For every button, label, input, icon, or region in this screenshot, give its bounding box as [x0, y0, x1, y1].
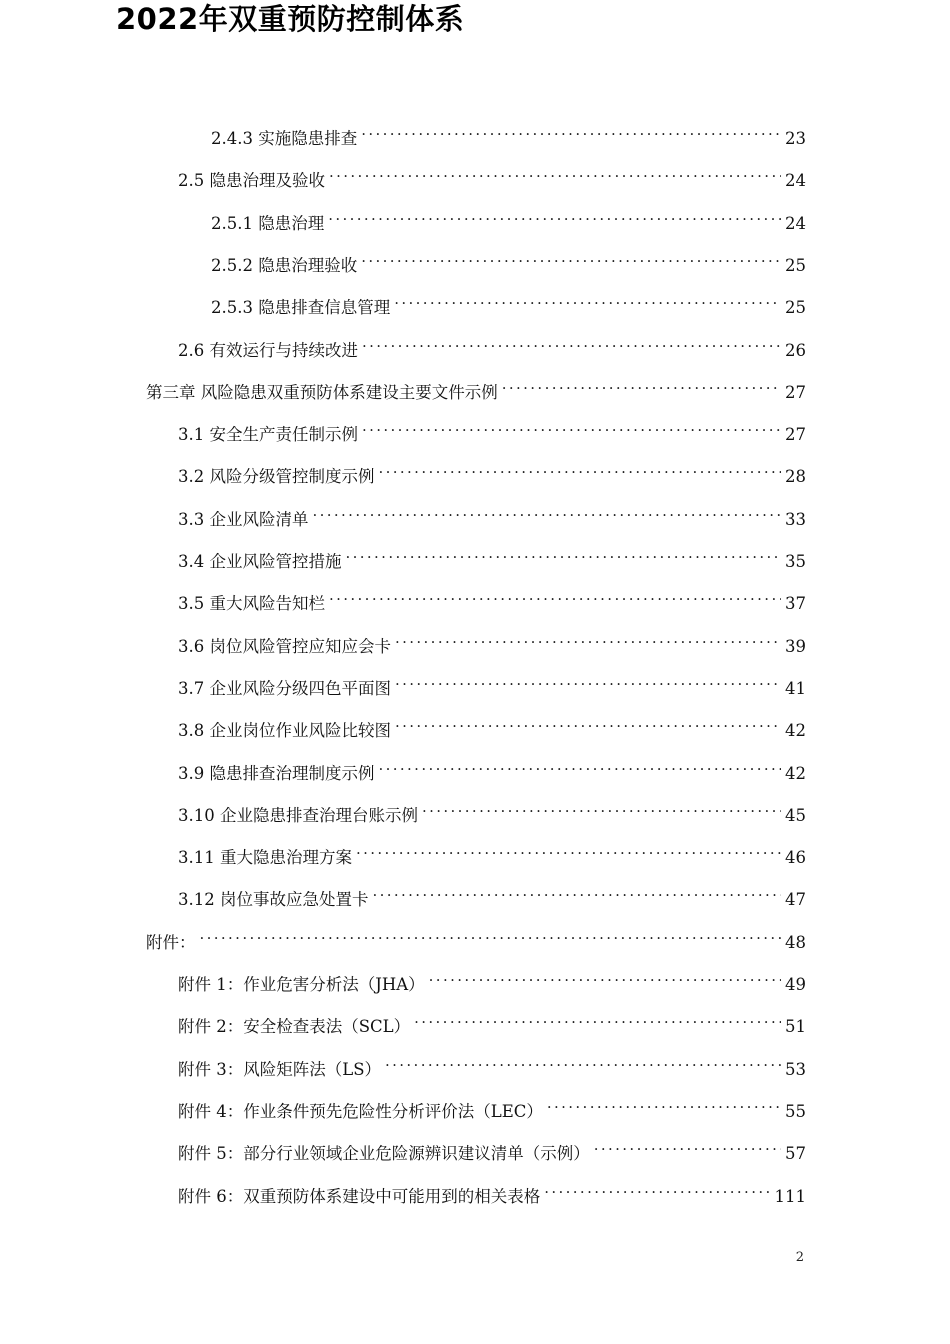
toc-entry[interactable]: [178, 495, 806, 529]
toc-entry-page: 42: [785, 764, 806, 783]
toc-entry[interactable]: [178, 1172, 806, 1206]
toc-entry-label: 3.10 企业隐患排查治理台账示例: [178, 806, 418, 825]
toc-entry-label: 3.2 风险分级管控制度示例: [178, 467, 375, 486]
toc-dot-leader: [395, 622, 781, 652]
toc-entry[interactable]: [178, 960, 806, 994]
toc-entry-label: 3.12 岗位事故应急处置卡: [178, 890, 369, 909]
toc-entry[interactable]: [211, 199, 806, 233]
toc-entry-page: 33: [785, 510, 806, 529]
toc-entry-label: 2.5.1 隐患治理: [211, 214, 325, 233]
page-number: 2: [795, 1250, 804, 1265]
toc-entry[interactable]: [178, 833, 806, 867]
toc-entry[interactable]: [178, 1045, 806, 1079]
toc-entry-label: 3.4 企业风险管控措施: [178, 552, 342, 571]
toc-entry-label: 2.5 隐患治理及验收: [178, 171, 325, 190]
toc-dot-leader: [395, 664, 781, 694]
toc-entry-label: 3.5 重大风险告知栏: [178, 594, 325, 613]
toc-entry-label: 附件 6：双重预防体系建设中可能用到的相关表格: [178, 1187, 541, 1206]
toc-entry-page: 23: [785, 129, 806, 148]
toc-entry-page: 57: [785, 1144, 806, 1163]
toc-dot-leader: [361, 114, 781, 144]
toc-entry[interactable]: [178, 579, 806, 613]
toc-entry[interactable]: [211, 241, 806, 275]
toc-dot-leader: [547, 1087, 781, 1117]
toc-dot-leader: [362, 326, 781, 356]
toc-entry-label: 附件 1：作业危害分析法（JHA）: [178, 975, 425, 994]
toc-entry-page: 39: [785, 637, 806, 656]
toc-entry[interactable]: [178, 1129, 806, 1163]
toc-dot-leader: [362, 410, 781, 440]
toc-entry-page: 35: [785, 552, 806, 571]
toc-entry-label: 3.3 企业风险清单: [178, 510, 309, 529]
toc-entry[interactable]: [178, 410, 806, 444]
toc-entry[interactable]: [178, 706, 806, 740]
toc-dot-leader: [361, 241, 781, 271]
toc-entry-label: 2.4.3 实施隐患排查: [211, 129, 358, 148]
toc-dot-leader: [422, 791, 781, 821]
toc-entry-label: 3.9 隐患排查治理制度示例: [178, 764, 375, 783]
toc-entry-label: 2.6 有效运行与持续改进: [178, 341, 358, 360]
toc-entry[interactable]: [178, 791, 806, 825]
toc-dot-leader: [200, 918, 782, 948]
toc-entry-label: 附件 3：风险矩阵法（LS）: [178, 1060, 382, 1079]
toc-entry-page: 24: [785, 214, 806, 233]
toc-entry-page: 25: [785, 256, 806, 275]
toc-dot-leader: [395, 706, 781, 736]
toc-entry[interactable]: [211, 283, 806, 317]
toc-entry-page: 27: [785, 425, 806, 444]
toc-dot-leader: [502, 368, 781, 398]
toc-entry-page: 48: [785, 933, 806, 952]
toc-entry-label: 3.7 企业风险分级四色平面图: [178, 679, 391, 698]
toc-entry-label: 3.8 企业岗位作业风险比较图: [178, 721, 391, 740]
toc-dot-leader: [329, 579, 781, 609]
toc-entry-label: 3.11 重大隐患治理方案: [178, 848, 352, 867]
toc-entry-page: 47: [785, 890, 806, 909]
toc-dot-leader: [385, 1045, 781, 1075]
toc-entry-page: 28: [785, 467, 806, 486]
toc-entry[interactable]: [178, 156, 806, 190]
toc-dot-leader: [394, 283, 781, 313]
toc-entry[interactable]: [178, 622, 806, 656]
toc-entry-label: 附件 5：部分行业领域企业危险源辨识建议清单（示例）: [178, 1144, 590, 1163]
document-title: 2022年双重预防控制体系: [116, 2, 465, 36]
toc-entry-page: 46: [785, 848, 806, 867]
toc-entry-page: 111: [774, 1187, 806, 1206]
toc-entry-page: 55: [785, 1102, 806, 1121]
toc-entry-page: 25: [785, 298, 806, 317]
toc-entry-page: 41: [785, 679, 806, 698]
toc-dot-leader: [329, 156, 781, 186]
toc-dot-leader: [356, 833, 781, 863]
toc-dot-leader: [328, 199, 781, 229]
toc-entry[interactable]: [178, 1087, 806, 1121]
toc-entry[interactable]: [178, 664, 806, 698]
toc-dot-leader: [372, 875, 781, 905]
toc-dot-leader: [594, 1129, 781, 1159]
toc-dot-leader: [429, 960, 781, 990]
toc-entry-page: 53: [785, 1060, 806, 1079]
toc-entry-page: 49: [785, 975, 806, 994]
toc-entry-page: 51: [785, 1017, 806, 1036]
toc-entry-label: 附件 2：安全检查表法（SCL）: [178, 1017, 411, 1036]
toc-dot-leader: [379, 749, 782, 779]
toc-entry-label: 2.5.2 隐患治理验收: [211, 256, 358, 275]
toc-dot-leader: [379, 452, 782, 482]
toc-entry-label: 附件 4：作业条件预先危险性分析评价法（LEC）: [178, 1102, 543, 1121]
toc-entry[interactable]: [146, 918, 806, 952]
toc-entry[interactable]: [178, 537, 806, 571]
toc-entry[interactable]: [211, 114, 806, 148]
toc-entry-label: 第三章 风险隐患双重预防体系建设主要文件示例: [146, 383, 498, 402]
toc-entry[interactable]: [146, 368, 806, 402]
toc-entry-page: 26: [785, 341, 806, 360]
toc-entry-page: 42: [785, 721, 806, 740]
toc-dot-leader: [346, 537, 782, 567]
toc-entry-label: 3.6 岗位风险管控应知应会卡: [178, 637, 391, 656]
toc-entry-label: 3.1 安全生产责任制示例: [178, 425, 358, 444]
toc-entry-page: 37: [785, 594, 806, 613]
toc-entry-page: 27: [785, 383, 806, 402]
toc-entry[interactable]: [178, 326, 806, 360]
toc-dot-leader: [414, 1002, 781, 1032]
toc-entry[interactable]: [178, 1002, 806, 1036]
toc-entry-label: 2.5.3 隐患排查信息管理: [211, 298, 391, 317]
toc-dot-leader: [544, 1172, 770, 1202]
toc-entry[interactable]: [178, 749, 806, 783]
toc-entry[interactable]: [178, 875, 806, 909]
toc-dot-leader: [313, 495, 782, 525]
toc-entry-label: 附件：: [146, 933, 196, 952]
toc-entry-page: 45: [785, 806, 806, 825]
toc-entry[interactable]: [178, 452, 806, 486]
toc-entry-page: 24: [785, 171, 806, 190]
